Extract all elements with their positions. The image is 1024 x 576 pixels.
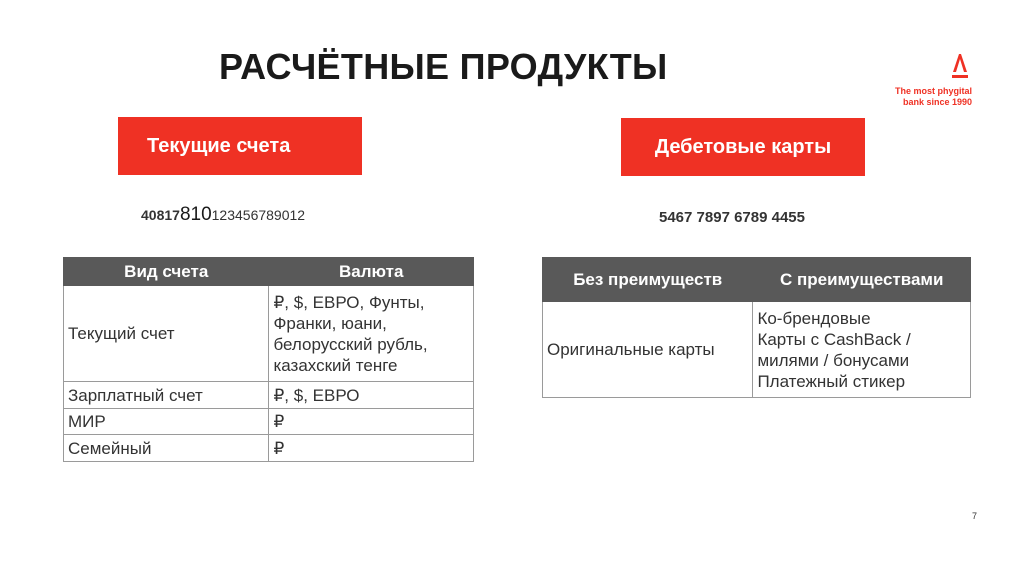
table-row [543,302,971,398]
table-header-row [543,258,971,302]
logo-tagline-line2: bank since 1990 [902,97,972,107]
header-basic-cards: Без преимуществ [543,258,753,302]
header-premium-cards: С преимуществами [753,258,971,302]
currency-cell [269,286,474,382]
card-number-example: 5467 7897 6789 4455 [659,209,805,226]
table-row [64,409,474,435]
accounts-table [63,257,474,462]
currency-line: белорусский рубль, [273,334,428,354]
debit-cards-header: Дебетовые карты [621,118,865,176]
premium-card-line: милями / бонусами [757,350,910,370]
header-currency: Валюта [269,258,474,286]
currency-line: ₽, $, ЕВРО, Фунты, [273,292,425,312]
currency-line: казахский тенге [273,355,398,375]
account-type-cell: Семейный [64,435,269,462]
account-type-cell: Зарплатный счет [64,382,269,409]
account-type-cell: МИР [64,409,269,435]
table-header-row [64,258,474,286]
premium-card-line: Платежный стикер [757,371,906,391]
currency-line: Франки, юани, [273,313,387,333]
account-number-currency-code: 810 [179,204,212,225]
alfa-bank-logo-icon [950,52,970,80]
slide-title: РАСЧЁТНЫЕ ПРОДУКТЫ [219,46,668,87]
table-row [64,435,474,462]
account-number-suffix: 123456789012 [211,207,306,223]
table-row [64,286,474,382]
currency-cell: ₽, $, ЕВРО [269,382,474,409]
account-number-example [141,204,305,226]
header-account-type: Вид счета [64,258,269,286]
currency-cell: ₽ [269,435,474,462]
premium-card-line: Карты с CashBack / [757,329,911,349]
premium-card-line: Ко-брендовые [757,308,871,328]
basic-cards-cell: Оригинальные карты [543,302,753,398]
cards-table [542,257,971,398]
premium-cards-cell [753,302,971,398]
table-row [64,382,474,409]
logo-tagline [895,86,972,108]
account-type-cell: Текущий счет [64,286,269,382]
logo-tagline-line1: The most phygital [894,86,972,96]
page-number: 7 [972,511,978,521]
current-accounts-header: Текущие счета [118,117,362,175]
account-number-prefix: 40817 [141,207,180,223]
currency-cell: ₽ [269,409,474,435]
